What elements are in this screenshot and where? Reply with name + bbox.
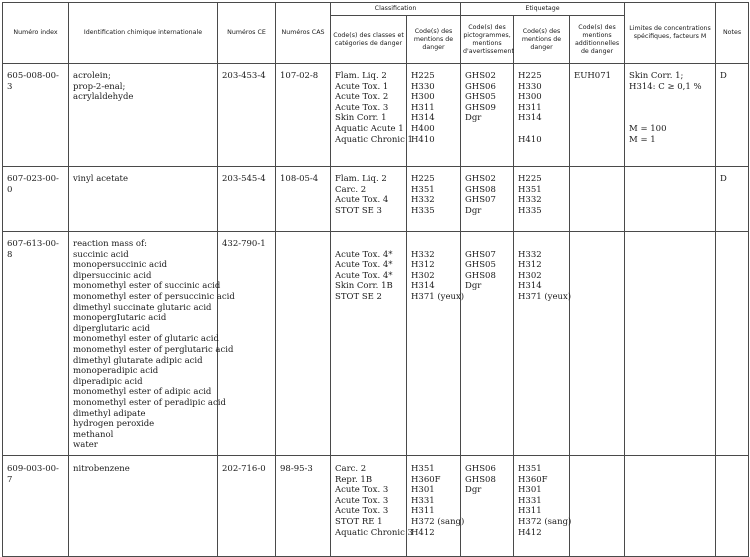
table-row	[3, 64, 749, 167]
cell-line: H300	[411, 92, 435, 103]
cell-notes: D	[716, 64, 749, 167]
cell-line: Acute Tox. 4*	[335, 249, 393, 260]
cell-limites	[625, 167, 716, 232]
cell-line: H332	[518, 195, 542, 206]
cell-index: 607-023-00-0	[3, 167, 69, 232]
cell-line: vinyl acetate	[73, 174, 129, 184]
header-identification: Identification chimique internationale	[69, 3, 218, 64]
cell-line: Carc. 2	[335, 464, 367, 474]
cell-line: STOT SE 2	[335, 291, 382, 302]
cell-mentions-class	[407, 167, 461, 232]
cell-ce: 202-716-0	[218, 456, 276, 557]
cell-line: monomethyl ester of persuccinic acid	[73, 291, 235, 302]
cell-line: monomethyl ester of peradipic acid	[73, 397, 226, 408]
cell-line: H312	[518, 260, 542, 271]
cell-ce: 203-545-4	[218, 167, 276, 232]
cell-ident	[69, 64, 218, 167]
cell-line: succinic acid	[73, 249, 129, 260]
cell-ident	[69, 456, 218, 557]
header-mentions-additionnelles: Code(s) des mentions additionnelles de danger	[570, 16, 625, 64]
cell-line: GHS02	[465, 174, 496, 184]
cell-line: H311	[411, 506, 435, 517]
cell-line: Dgr	[465, 281, 482, 292]
cell-notes: D	[716, 167, 749, 232]
header-mentions-etiquetage: Code(s) des mentions de danger	[514, 16, 570, 64]
cell-line: M = 100	[629, 123, 667, 134]
header-ce: Numéros CE	[218, 3, 276, 64]
cell-line: Flam. Liq. 2	[335, 71, 387, 81]
cell-line: acrolein;	[73, 71, 111, 81]
cell-line: Acute Tox. 3	[335, 485, 389, 496]
header-pictogrammes: Code(s) des pictogrammes, mentions d'avertissement	[461, 16, 514, 64]
cell-line: GHS07	[465, 195, 496, 206]
cell-line: Acute Tox. 4	[335, 195, 389, 206]
cell-line: GHS07	[465, 249, 496, 260]
cell-line: nitrobenzene	[73, 464, 130, 474]
cell-additionnelles	[570, 64, 625, 167]
cell-line: H311	[411, 102, 435, 113]
cell-line: H311	[518, 102, 542, 113]
cell-mentions-etiq	[514, 232, 570, 456]
cell-line: Carc. 2	[335, 184, 367, 195]
cell-line: monopergIutaric acid	[73, 313, 167, 324]
cell-line: H225	[518, 71, 542, 81]
hazard-table	[2, 2, 749, 557]
cell-line: Skin Corr. 1B	[335, 281, 393, 292]
cell-line: STOT RE 1	[335, 516, 383, 527]
cell-classes	[331, 232, 407, 456]
cell-line: H351	[411, 464, 435, 474]
cell-line: H330	[518, 81, 542, 92]
cell-line: H410	[518, 134, 542, 145]
cell-line: H351	[411, 184, 435, 195]
cell-index: 607-613-00-8	[3, 232, 69, 456]
cell-mentions-class	[407, 456, 465, 557]
cell-line: GHS09	[465, 102, 496, 113]
cell-limites	[625, 456, 716, 557]
cell-line: Acute Tox. 1	[335, 81, 389, 92]
cell-line: H372 (sang)	[411, 516, 465, 527]
cell-cas	[276, 232, 331, 456]
cell-ident	[69, 167, 218, 232]
cell-additionnelles	[570, 232, 625, 456]
cell-line: H314	[411, 281, 435, 292]
cell-line: Acute Tox. 4*	[335, 260, 393, 271]
cell-line: methanol	[73, 429, 114, 440]
cell-cas: 108-05-4	[276, 167, 331, 232]
cell-line: Acute Tox. 4*	[335, 270, 393, 281]
cell-line: H351	[518, 184, 542, 195]
cell-line	[335, 239, 402, 250]
cell-pictos	[461, 167, 514, 232]
header-cas: Numéros CAS	[276, 3, 331, 64]
cell-mentions-etiq	[514, 167, 570, 232]
cell-classes	[331, 64, 413, 167]
cell-line: monomethyl ester of adipic acid	[73, 387, 212, 398]
cell-line: monomethyl ester of glutaric acid	[73, 334, 219, 345]
table-row	[3, 456, 749, 557]
cell-line: GHS02	[465, 71, 496, 81]
cell-line: GHS08	[465, 270, 496, 281]
cell-line: GHS06	[465, 81, 496, 92]
cell-notes	[716, 232, 749, 456]
cell-line: STOT SE 3	[335, 205, 382, 216]
cell-classes	[331, 167, 407, 232]
cell-line: dimethyl glutarate adipic acid	[73, 355, 203, 366]
cell-line: H314	[518, 281, 542, 292]
cell-ce: 203-453-4	[218, 64, 276, 167]
cell-line: Dgr	[465, 113, 482, 124]
cell-line: GHS05	[465, 260, 496, 271]
cell-line: H412	[411, 527, 435, 538]
cell-line: H335	[518, 205, 542, 216]
cell-cas: 107-02-8	[276, 64, 331, 167]
cell-line: H410	[411, 134, 435, 145]
cell-notes	[716, 456, 749, 557]
cell-line: M = 1	[629, 134, 656, 145]
cell-line: Aquatic Chronic 3	[335, 527, 413, 538]
cell-line: GHS08	[465, 184, 496, 195]
cell-ce: 432-790-1	[218, 232, 276, 456]
cell-line: Acute Tox. 3	[335, 495, 389, 506]
cell-line: GHS06	[465, 464, 496, 474]
cell-line: H360F	[518, 474, 548, 485]
header-index: Numéro index	[3, 3, 69, 64]
cell-additionnelles	[570, 167, 625, 232]
cell-line: H332	[518, 249, 542, 260]
cell-classes	[331, 456, 413, 557]
cell-line: H300	[518, 92, 542, 103]
cell-line: Repr. 1B	[335, 474, 373, 485]
cell-pictos	[461, 456, 514, 557]
cell-line: H311	[518, 506, 542, 517]
cell-line: H301	[518, 485, 542, 496]
cell-line: H314	[411, 113, 435, 124]
cell-line	[518, 239, 565, 250]
cell-line: Dgr	[465, 485, 482, 496]
cell-line: diperglutaric acid	[73, 323, 151, 334]
cell-line: H312	[411, 260, 435, 271]
cell-line: reaction mass of:	[73, 239, 148, 249]
cell-line: monomethyl ester of perglutaric acid	[73, 344, 234, 355]
cell-line: water	[73, 440, 98, 451]
cell-line: H332	[411, 249, 435, 260]
cell-line: Flam. Liq. 2	[335, 174, 387, 184]
cell-line	[411, 239, 456, 250]
cell-line: H302	[518, 270, 542, 281]
cell-line: H331	[518, 495, 542, 506]
cell-index: 609-003-00-7	[3, 456, 69, 557]
cell-line: Aquatic Acute 1	[335, 123, 404, 134]
cell-line	[629, 103, 711, 114]
cell-line: H225	[411, 174, 435, 184]
table-row	[3, 167, 749, 232]
cell-line	[465, 239, 509, 250]
cell-line: H301	[411, 485, 435, 496]
header-etiquetage: Etiquetage	[461, 3, 625, 16]
cell-line: H412	[518, 527, 542, 538]
cell-line	[518, 124, 565, 135]
cell-index: 605-008-00-3	[3, 64, 69, 167]
cell-line: H332	[411, 195, 435, 206]
cell-line: H335	[411, 205, 435, 216]
cell-line: Acute Tox. 2	[335, 92, 389, 103]
cell-line: H400	[411, 123, 435, 134]
cell-line: GHS08	[465, 474, 496, 485]
cell-line: H314: C ≥ 0,1 %	[629, 81, 702, 92]
cell-mentions-class	[407, 232, 465, 456]
cell-mentions-class	[407, 64, 461, 167]
cell-line: H225	[518, 174, 542, 184]
header-limites: Limites de concentrations spécifiques, facteurs M	[625, 3, 716, 64]
cell-line: GHS05	[465, 92, 496, 103]
cell-line: acrylaldehyde	[73, 92, 134, 103]
table-row	[3, 232, 749, 456]
cell-line: Dgr	[465, 205, 482, 216]
cell-additionnelles	[570, 456, 625, 557]
cell-line: H371 (yeux)	[411, 291, 465, 302]
cell-line: H351	[518, 464, 542, 474]
cell-line: prop-2-enal;	[73, 81, 126, 92]
cell-line	[629, 113, 711, 124]
cell-pictos	[461, 64, 514, 167]
cell-line: monomethyl ester of succinic acid	[73, 281, 221, 292]
cell-cas: 98-95-3	[276, 456, 331, 557]
cell-line: Acute Tox. 3	[335, 102, 389, 113]
cell-line: H314	[518, 113, 542, 124]
cell-line: H371 (yeux)	[518, 291, 572, 302]
cell-line: H331	[411, 495, 435, 506]
cell-line: H302	[411, 270, 435, 281]
cell-limites	[625, 232, 716, 456]
cell-line: dimethyl adipate	[73, 408, 146, 419]
cell-mentions-etiq	[514, 64, 570, 167]
cell-line: Skin Corr. 1	[335, 113, 387, 124]
header-classes: Code(s) des classes et catégories de danger	[331, 16, 407, 64]
cell-line: monopersuccinic acid	[73, 260, 168, 271]
cell-line: EUH071	[574, 71, 612, 81]
cell-line: hydrogen peroxide	[73, 419, 155, 430]
cell-line: Aquatic Chronic 1	[335, 134, 413, 145]
cell-line: diperadipic acid	[73, 376, 143, 387]
cell-ident	[69, 232, 235, 456]
cell-line: dipersuccinic acid	[73, 270, 152, 281]
header-mentions-classification: Code(s) des mentions de danger	[407, 16, 461, 64]
cell-line: H225	[411, 71, 435, 81]
cell-mentions-etiq	[514, 456, 570, 557]
cell-line: Acute Tox. 3	[335, 506, 389, 517]
cell-limites	[625, 64, 716, 167]
cell-pictos	[461, 232, 514, 456]
cell-line: Skin Corr. 1;	[629, 71, 684, 81]
cell-line: H372 (sang)	[518, 516, 572, 527]
cell-line: monoperadipic acid	[73, 366, 159, 377]
cell-line: H330	[411, 81, 435, 92]
header-classification: Classification	[331, 3, 461, 16]
header-notes: Notes	[716, 3, 749, 64]
cell-line: dimethyl succinate glutaric acid	[73, 302, 212, 313]
cell-line: H360F	[411, 474, 441, 485]
cell-line	[629, 92, 711, 103]
